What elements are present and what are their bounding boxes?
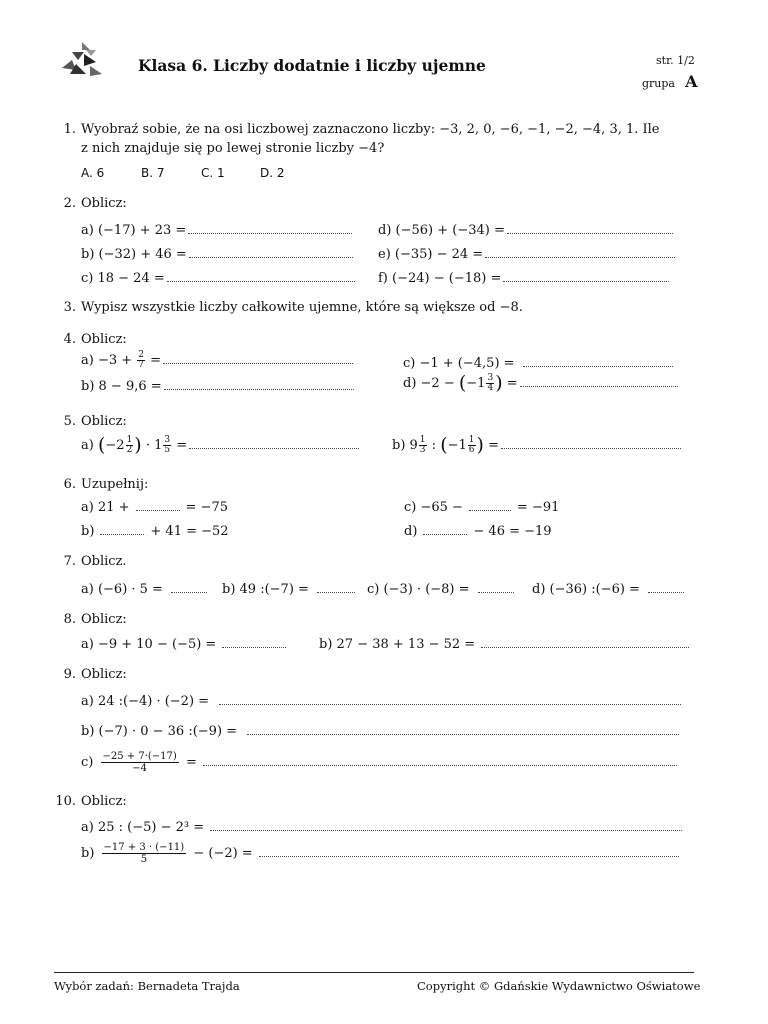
q6-item-d: d) − 46 = −19 xyxy=(404,524,552,539)
q9-label: Oblicz: xyxy=(81,667,127,682)
q5-number: 5. xyxy=(63,414,76,429)
q8-label: Oblicz: xyxy=(81,612,127,627)
page-number: str. 1/2 xyxy=(656,54,695,67)
q8-number: 8. xyxy=(63,612,76,627)
answer-line[interactable] xyxy=(188,222,352,234)
answer-line[interactable] xyxy=(210,819,682,831)
q1-number: 1. xyxy=(63,122,76,137)
fraction: $\frac{3}{5}$ xyxy=(164,435,171,455)
answer-line[interactable] xyxy=(219,693,681,705)
answer-line[interactable] xyxy=(523,355,673,367)
fraction: $\frac{1}{6}$ xyxy=(468,435,475,455)
q7-item-b: b) 49 :(−7) = xyxy=(222,581,355,597)
q8-item-a: a) −9 + 10 − (−5) = xyxy=(81,636,286,652)
publisher-logo xyxy=(56,40,106,80)
answer-line[interactable] xyxy=(485,246,675,258)
q3-number: 3. xyxy=(63,300,76,315)
fraction: $\frac{-17 + 3 \cdot (-11)}{5}$ xyxy=(103,842,185,865)
q4-item-a: a) −3 + $\frac{2}{7}$ = xyxy=(81,351,353,370)
q6-label: Uzupełnij: xyxy=(81,477,149,492)
answer-line[interactable] xyxy=(171,581,207,593)
answer-line[interactable] xyxy=(423,523,467,535)
q7-item-c: c) (−3) · (−8) = xyxy=(367,581,514,597)
q5-label: Oblicz: xyxy=(81,414,127,429)
answer-line[interactable] xyxy=(164,378,354,390)
answer-line[interactable] xyxy=(189,246,353,258)
answer-line[interactable] xyxy=(222,636,286,648)
q2-item-e: e) (−35) − 24 = xyxy=(378,246,675,262)
q10-item-b: b) $\frac{-17 + 3 \cdot (-11)}{5}$ − (−2) = xyxy=(81,842,679,865)
answer-line[interactable] xyxy=(163,352,353,364)
q4-item-b: b) 8 − 9,6 = xyxy=(81,378,354,394)
q1-option-a: A. 6 xyxy=(81,166,105,180)
q9-item-b: b) (−7) · 0 − 36 :(−9) = xyxy=(81,723,679,739)
answer-line[interactable] xyxy=(507,222,673,234)
group-indicator xyxy=(642,72,698,91)
answer-line[interactable] xyxy=(167,270,355,282)
q5-item-b: b) 9 $\frac{1}{3}$ : (−1 $\frac{1}{6}$ ) = xyxy=(392,436,681,455)
fraction: $\frac{-25 + 7\cdot(-17)}{-4}$ xyxy=(102,751,177,774)
answer-line[interactable] xyxy=(520,375,678,387)
q6-item-b: b) + 41 = −52 xyxy=(81,524,229,539)
answer-line[interactable] xyxy=(136,499,180,511)
q2-item-f: f) (−24) − (−18) = xyxy=(378,270,669,286)
q2-item-d: d) (−56) + (−34) = xyxy=(378,222,673,238)
q4-label: Oblicz: xyxy=(81,332,127,347)
footer-divider xyxy=(54,972,694,973)
q7-item-a: a) (−6) · 5 = xyxy=(81,581,207,597)
q6-item-c: c) −65 − = −91 xyxy=(404,500,560,515)
fraction: $\frac{2}{7}$ xyxy=(138,350,145,370)
q9-number: 9. xyxy=(63,667,76,682)
q5-item-a: a) (−2 $\frac{1}{2}$ ) · 1 $\frac{3}{5}$ = xyxy=(81,436,359,455)
q4-item-c: c) −1 + (−4,5) = xyxy=(403,355,673,371)
group-letter: A xyxy=(685,72,698,91)
q7-label: Oblicz. xyxy=(81,554,127,569)
q1-text-line1: Wyobraź sobie, że na osi liczbowej zaznaczono liczby: −3, 2, 0, −6, −1, −2, −4, 3, 1. Ile xyxy=(81,122,660,137)
answer-line[interactable] xyxy=(189,437,359,449)
fraction: $\frac{3}{4}$ xyxy=(487,373,494,393)
q10-label: Oblicz: xyxy=(81,794,127,809)
q6-number: 6. xyxy=(63,477,76,492)
q2-number: 2. xyxy=(63,196,76,211)
q2-label: Oblicz: xyxy=(81,196,127,211)
q4-item-d: d) −2 − (−1 $\frac{3}{4}$ ) = xyxy=(403,374,678,393)
q9-item-a: a) 24 :(−4) · (−2) = xyxy=(81,693,681,709)
q2-item-a: a) (−17) + 23 = xyxy=(81,222,352,238)
answer-line[interactable] xyxy=(317,581,355,593)
footer-author: Wybór zadań: Bernadeta Trajda xyxy=(54,979,240,993)
group-label: grupa xyxy=(642,77,675,90)
fraction: $\frac{1}{3}$ xyxy=(419,435,426,455)
q10-number: 10. xyxy=(55,794,76,809)
answer-line[interactable] xyxy=(247,723,679,735)
answer-line[interactable] xyxy=(478,581,514,593)
answer-line[interactable] xyxy=(501,437,681,449)
q2-item-b: b) (−32) + 46 = xyxy=(81,246,353,262)
q1-text-line2: z nich znajduje się po lewej stronie liczby −4? xyxy=(81,141,385,156)
answer-line[interactable] xyxy=(469,499,511,511)
answer-line[interactable] xyxy=(481,636,689,648)
answer-line[interactable] xyxy=(503,270,669,282)
footer-copyright: Copyright © Gdańskie Wydawnictwo Oświatowe xyxy=(417,979,701,993)
q2-item-c: c) 18 − 24 = xyxy=(81,270,355,286)
q1-option-b: B. 7 xyxy=(141,166,165,180)
q3-text: Wypisz wszystkie liczby całkowite ujemne, które są większe od −8. xyxy=(81,300,523,315)
answer-line[interactable] xyxy=(259,845,679,857)
q7-number: 7. xyxy=(63,554,76,569)
q1-option-c: C. 1 xyxy=(201,166,225,180)
q8-item-b: b) 27 − 38 + 13 − 52 = xyxy=(319,636,689,652)
q4-number: 4. xyxy=(63,332,76,347)
q6-item-a: a) 21 + = −75 xyxy=(81,500,228,515)
answer-line[interactable] xyxy=(648,581,684,593)
q7-item-d: d) (−36) :(−6) = xyxy=(532,581,684,597)
answer-line[interactable] xyxy=(203,754,677,766)
q10-item-a: a) 25 : (−5) − 2³ = xyxy=(81,819,682,835)
page-title: Klasa 6. Liczby dodatnie i liczby ujemne xyxy=(138,56,486,75)
q1-option-d: D. 2 xyxy=(260,166,285,180)
q9-item-c: c) $\frac{-25 + 7\cdot(-17)}{-4}$ = xyxy=(81,751,677,774)
fraction: $\frac{1}{2}$ xyxy=(126,435,133,455)
answer-line[interactable] xyxy=(100,523,144,535)
